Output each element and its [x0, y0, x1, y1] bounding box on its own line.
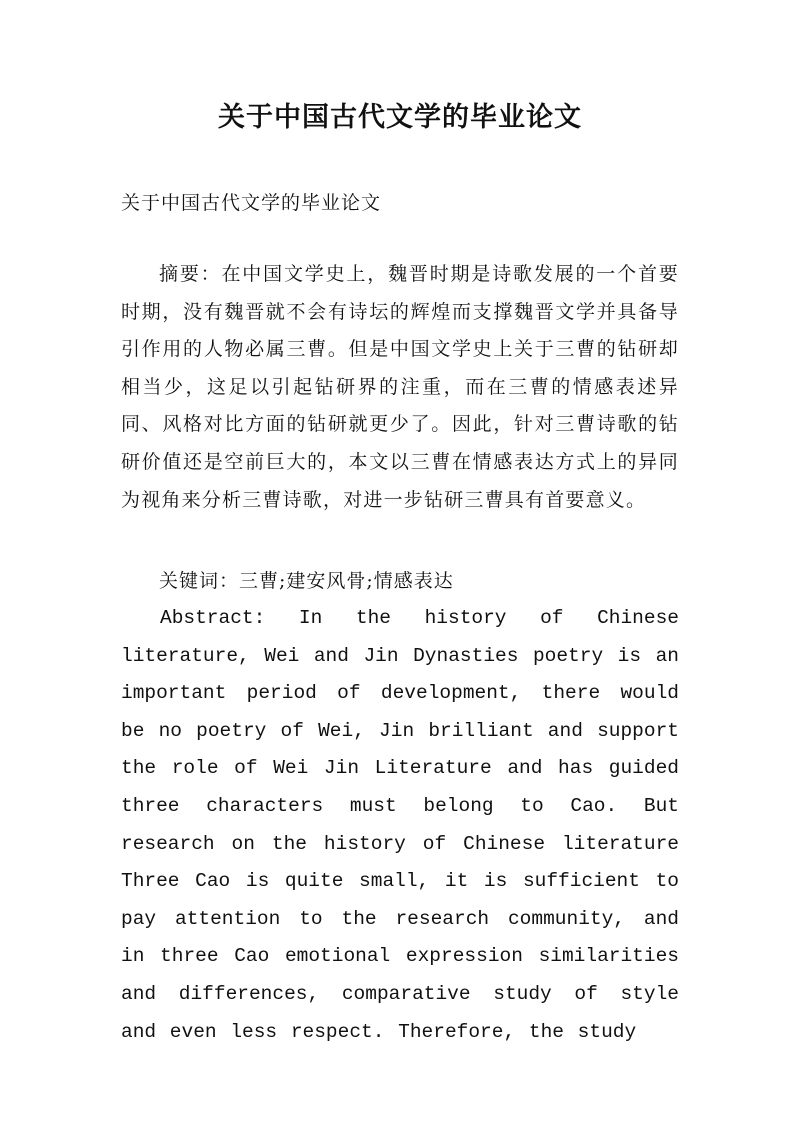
english-abstract-paragraph: Abstract: In the history of Chinese literature, Wei and Jin Dynasties poetry is an important period of development, there would be no poetry of Wei, Jin brilliant and support the role of Wei Jin Literature and has guided three characters must belong to Cao. But research on the history of Chinese literature Three Cao is quite small, it is sufficient to pay attention to the research community, and in three Cao emotional expression similarities and differences, comparative study of style and even less respect. Therefore, the study	[121, 607, 679, 1043]
keywords-line: 关键词：三曹;建安风骨;情感表达	[159, 570, 454, 592]
chinese-abstract-paragraph: 摘要：在中国文学史上，魏晋时期是诗歌发展的一个首要时期，没有魏晋就不会有诗坛的辉煌而支撑魏晋文学并具备导引作用的人物必属三曹。但是中国文学史上关于三曹的钻研却相当少，这足以引起钻研界的注重，而在三曹的情感表述异同、风格对比方面的钻研就更少了。因此，针对三曹诗歌的钻研价值还是空前巨大的，本文以三曹在情感表达方式上的异同为视角来分析三曹诗歌，对进一步钻研三曹具有首要意义。	[121, 263, 679, 511]
document-subtitle: 关于中国古代文学的毕业论文	[121, 192, 382, 214]
document-title: 关于中国古代文学的毕业论文	[218, 102, 582, 133]
